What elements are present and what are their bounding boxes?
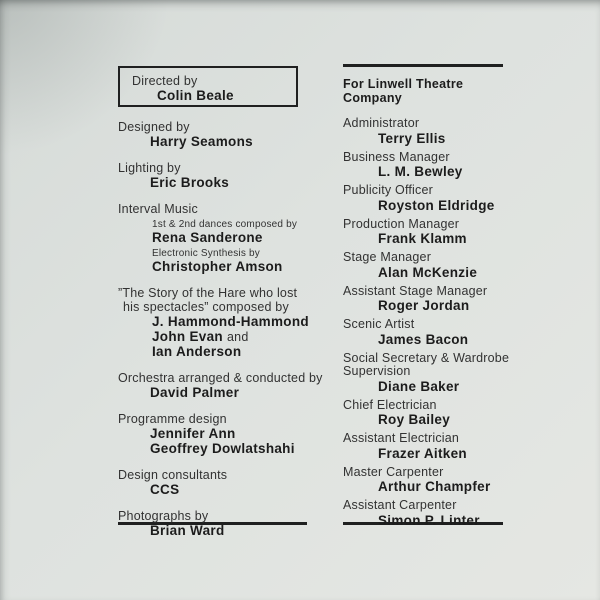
credit-programme-design xyxy=(118,412,333,456)
credit-entry xyxy=(343,151,515,180)
credit-role: Design consultants xyxy=(118,468,228,482)
credit-lighting xyxy=(118,161,333,190)
credit-name: Diane Baker xyxy=(378,378,460,394)
and-conjunction: and xyxy=(227,330,249,344)
credit-role: Chief Electrician xyxy=(343,397,437,412)
credit-name: Harry Seamons xyxy=(150,134,253,149)
credit-role: Publicity Officer xyxy=(343,183,434,197)
credit-name: Frazer Aitken xyxy=(378,445,467,461)
credit-entry xyxy=(343,251,515,280)
credit-name: Ian Anderson xyxy=(152,344,242,359)
credit-role: Stage Manager xyxy=(343,250,432,264)
credit-name: Roy Bailey xyxy=(378,412,451,427)
credit-entry xyxy=(343,285,515,314)
credit-hare-composition xyxy=(118,286,333,359)
credit-role: Designed by xyxy=(118,120,190,134)
credit-subrole: 1st & 2nd dances composed by xyxy=(152,219,298,230)
credit-name: Colin Beale xyxy=(157,88,234,103)
credit-name: Rena Sanderone xyxy=(152,230,263,245)
credit-name: Alan McKenzie xyxy=(378,264,478,280)
credit-role: Orchestra arranged & conducted by xyxy=(118,371,323,385)
credit-entry xyxy=(343,117,515,146)
credit-name: J. Hammond-Hammond xyxy=(152,314,309,329)
credit-name: James Bacon xyxy=(378,331,469,347)
credit-entry xyxy=(343,499,515,528)
credit-entry xyxy=(343,218,515,247)
credit-name: Brian Ward xyxy=(150,523,225,538)
directed-by-box xyxy=(118,66,298,107)
credit-role: Business Manager xyxy=(343,149,450,164)
composition-title-line: his spectacles” composed by xyxy=(123,300,289,314)
credit-entry xyxy=(343,432,515,461)
production-credits-column xyxy=(118,66,333,550)
credit-role: Administrator xyxy=(343,116,420,130)
credit-name: Jennifer Ann xyxy=(150,426,236,441)
right-column-top-rule xyxy=(343,64,503,67)
credit-name xyxy=(152,330,333,344)
credit-role: Master Carpenter xyxy=(343,464,444,479)
credit-name: Christopher Amson xyxy=(152,259,283,274)
credit-name: Arthur Champfer xyxy=(378,479,491,494)
credit-name: Roger Jordan xyxy=(378,298,470,313)
credit-role: Directed by xyxy=(132,74,198,88)
credit-name: David Palmer xyxy=(150,385,240,400)
credit-designed xyxy=(118,120,333,149)
credit-entry xyxy=(343,318,515,347)
credit-name: Frank Klamm xyxy=(378,231,467,246)
credit-name-text: John Evan xyxy=(152,329,223,344)
credit-name: Royston Eldridge xyxy=(378,197,495,213)
credit-role: Scenic Artist xyxy=(343,317,415,331)
credit-role: Assistant Electrician xyxy=(343,431,460,445)
credit-name: Simon P. Linter xyxy=(378,512,480,528)
credit-role: Programme design xyxy=(118,412,227,426)
credit-name: Eric Brooks xyxy=(150,175,230,190)
credit-photographs xyxy=(118,509,333,538)
credit-role: Photographs by xyxy=(118,509,209,523)
credit-role: Interval Music xyxy=(118,202,198,216)
composer-names xyxy=(118,315,333,359)
credit-role: Production Manager xyxy=(343,216,460,231)
credit-interval-music xyxy=(118,202,333,274)
credit-entry xyxy=(343,352,515,394)
credit-name: CCS xyxy=(150,482,180,497)
credit-role: Social Secretary & Wardrobe Supervision xyxy=(343,350,510,378)
company-heading: For Linwell Theatre Company xyxy=(343,77,464,105)
credit-entry xyxy=(343,466,515,495)
credit-orchestra xyxy=(118,371,333,400)
credit-role: Lighting by xyxy=(118,161,181,175)
credit-name: L. M. Bewley xyxy=(378,164,463,179)
credit-entry xyxy=(343,184,515,213)
credit-role: Assistant Carpenter xyxy=(343,498,457,512)
credit-subrole: Electronic Synthesis by xyxy=(152,248,260,259)
credit-design-consultants xyxy=(118,468,333,497)
credit-entry xyxy=(343,399,515,428)
company-credits-column xyxy=(343,77,515,533)
credit-name: Terry Ellis xyxy=(378,130,446,146)
composition-title-line: ”The Story of the Hare who lost xyxy=(118,286,298,300)
credit-name: Geoffrey Dowlatshahi xyxy=(150,441,295,456)
credit-role: Assistant Stage Manager xyxy=(343,283,488,298)
